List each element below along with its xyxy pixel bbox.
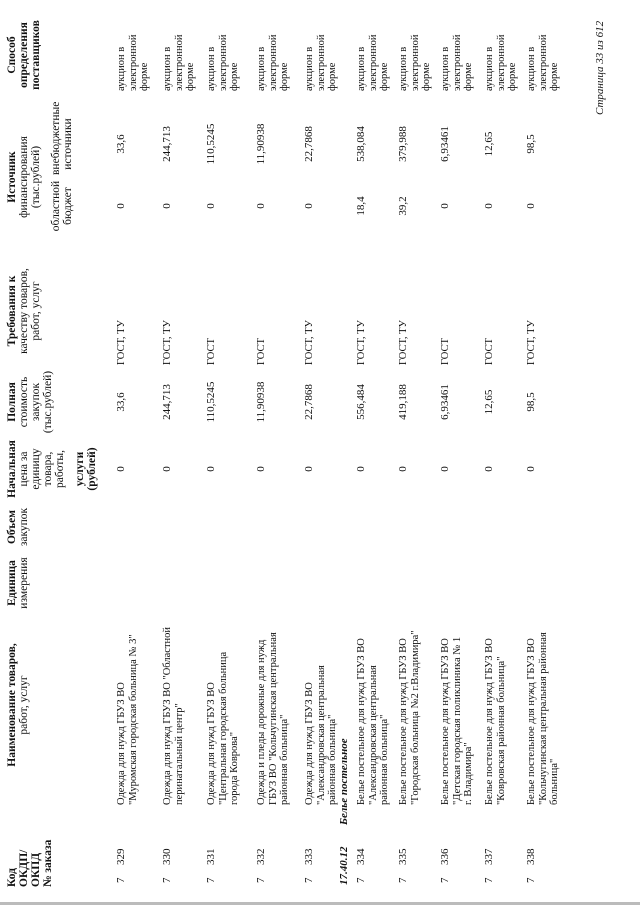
header-req-line: качеству товаров,: [18, 268, 30, 354]
row-requirements: ГОСТ: [256, 338, 267, 365]
row-order-no: 329: [115, 848, 127, 865]
row-method-line: форме: [507, 62, 518, 91]
row-requirements: ГОСТ, ТУ: [398, 320, 409, 365]
header-unit-sub: измерения: [18, 557, 30, 609]
header-req-line: работ, услуг: [30, 281, 42, 341]
header-kod: Код: [6, 867, 18, 887]
row-extrabudgetary: 6,93461: [439, 126, 451, 162]
header-src-col2: внебюджетные источники: [50, 101, 74, 175]
row-name-line: Белье постельное для нужд ГБУЗ ВО: [398, 638, 409, 805]
row-extrabudgetary: 538,084: [355, 126, 367, 162]
row-requirements: ГОСТ, ТУ: [526, 320, 537, 365]
header-req-title: Требования к: [6, 275, 18, 347]
row-unit-price: 0: [397, 466, 409, 472]
row-name-line: города Коврова": [229, 731, 240, 805]
row-name-line: "Детская городская поликлиника № 1: [451, 636, 463, 805]
row-regional-budget: 0: [483, 203, 495, 209]
row-order-no: 330: [161, 848, 173, 865]
header-src-col1: областной бюджет: [50, 180, 74, 232]
row-code: 7: [397, 877, 409, 883]
row-extrabudgetary: 33,6: [115, 134, 127, 154]
row-method-line: электронной: [537, 34, 549, 91]
row-code: 7: [255, 877, 267, 883]
header-price-line: товара,: [42, 451, 54, 487]
header-unit-title: Единица: [6, 560, 18, 606]
row-order-no: 336: [439, 848, 451, 865]
row-name-line: районная больница": [327, 714, 338, 805]
header-price-line: работы,: [54, 450, 66, 488]
row-extrabudgetary: 98,5: [525, 134, 537, 154]
row-name-line: больница": [549, 758, 560, 805]
row-requirements: ГОСТ, ТУ: [162, 320, 173, 365]
row-method-line: аукцион в: [398, 46, 409, 91]
row-regional-budget: 0: [525, 203, 537, 209]
row-unit-price: 0: [161, 466, 173, 472]
row-name-line: "Городская больница №2 г.Владимира": [409, 630, 421, 805]
row-extrabudgetary: 11,90938: [255, 123, 267, 165]
header-vol-sub: закупок: [18, 507, 30, 547]
header-price-line: цена за: [18, 451, 30, 487]
row-requirements: ГОСТ, ТУ: [116, 320, 127, 365]
header-price-line: единицу: [30, 448, 42, 490]
row-code: 7: [303, 877, 315, 883]
row-method-line: аукцион в: [440, 46, 451, 91]
row-order-no: 335: [397, 848, 409, 865]
row-name-line: Одежда для нужд ГБУЗ ВО: [304, 682, 315, 805]
row-method-line: электронной: [315, 34, 327, 91]
row-name-line: Белье постельное для нужд ГБУЗ ВО: [484, 638, 495, 805]
row-order-no: 334: [355, 848, 367, 865]
header-src-line: финансирования: [18, 136, 30, 218]
row-name-line: Одежда для нужд ГБУЗ ВО "Областной: [162, 626, 173, 805]
row-name-line: перинатальный центр": [173, 703, 185, 805]
row-total-cost: 556,484: [355, 384, 367, 420]
row-unit-price: 0: [483, 466, 495, 472]
row-code: 7: [161, 877, 173, 883]
row-name-line: районная больница": [279, 714, 290, 805]
row-name-line: Белье постельное для нужд ГБУЗ ВО: [526, 638, 537, 805]
row-regional-budget: 0: [161, 203, 173, 209]
header-src-title: Источник: [6, 151, 18, 203]
row-total-cost: 6,93461: [439, 384, 451, 420]
row-order-no: 338: [525, 848, 537, 865]
row-name-line: Белье постельное для нужд ГБУЗ ВО: [356, 638, 367, 805]
row-method-line: аукцион в: [484, 46, 495, 91]
row-unit-price: 0: [205, 466, 217, 472]
header-cost-line: стоимость: [18, 376, 30, 428]
row-method-line: аукцион в: [162, 46, 173, 91]
row-unit-price: 0: [255, 466, 267, 472]
header-name-sub: работ, услуг: [18, 675, 30, 735]
row-requirements: ГОСТ, ТУ: [356, 320, 367, 365]
row-method-line: электронной: [267, 34, 279, 91]
row-name-line: Белье постельное для нужд ГБУЗ ВО: [440, 638, 451, 805]
row-name-line: "Александровская центральная: [367, 665, 379, 805]
row-method-line: электронной: [409, 34, 421, 91]
row-method-line: форме: [279, 62, 290, 91]
row-extrabudgetary: 12,65: [483, 131, 495, 157]
section-title: Белье постельное: [338, 738, 350, 825]
row-name-line: Одежда для нужд ГБУЗ ВО: [116, 682, 127, 805]
row-method-line: аукцион в: [116, 46, 127, 91]
header-cost-line: (тыс.рублей): [42, 370, 54, 434]
row-total-cost: 33,6: [115, 392, 127, 412]
row-method-line: форме: [327, 62, 338, 91]
row-regional-budget: 0: [115, 203, 127, 209]
header-price-line: (рублей): [86, 447, 98, 491]
row-regional-budget: 0: [255, 203, 267, 209]
row-name-line: "Центральная городская больница: [217, 651, 229, 805]
row-method-line: аукцион в: [206, 46, 217, 91]
row-method-line: аукцион в: [526, 46, 537, 91]
row-unit-price: 0: [525, 466, 537, 472]
row-order-no: 337: [483, 848, 495, 865]
row-requirements: ГОСТ: [206, 338, 217, 365]
row-name-line: "Кольчугинская центральная районная: [537, 632, 549, 805]
row-code: 7: [525, 877, 537, 883]
row-method-line: аукцион в: [304, 46, 315, 91]
row-method-line: электронной: [495, 34, 507, 91]
header-okdp: ОКДП/: [18, 849, 30, 887]
row-name-line: Одежда для нужд ГБУЗ ВО: [206, 682, 217, 805]
row-order-no: 331: [205, 848, 217, 865]
row-regional-budget: 18,4: [355, 196, 367, 216]
row-method-line: электронной: [127, 34, 139, 91]
row-name-line: ГБУЗ ВО "Кольчугинская центральная: [267, 632, 279, 805]
section-code: 17.40.12: [338, 846, 350, 885]
row-method-line: форме: [421, 62, 432, 91]
row-regional-budget: 0: [303, 203, 315, 209]
header-price-line: услуги: [74, 451, 86, 487]
row-name-line: "Муромская городская больница № 3": [127, 634, 139, 805]
header-method-title: Способ: [6, 36, 18, 74]
row-total-cost: 244,713: [161, 384, 173, 420]
row-regional-budget: 0: [205, 203, 217, 209]
header-method-line: определения: [18, 22, 30, 88]
row-name-line: г. Владимира": [463, 742, 474, 805]
row-method-line: электронной: [367, 34, 379, 91]
row-unit-price: 0: [303, 466, 315, 472]
row-name-line: "Ковровская районная больница": [495, 656, 507, 805]
row-unit-price: 0: [439, 466, 451, 472]
row-extrabudgetary: 379,988: [397, 126, 409, 162]
row-code: 7: [483, 877, 495, 883]
row-extrabudgetary: 110,5245: [205, 123, 217, 165]
row-total-cost: 98,5: [525, 392, 537, 412]
row-method-line: электронной: [451, 34, 463, 91]
row-method-line: форме: [379, 62, 390, 91]
row-requirements: ГОСТ: [484, 338, 495, 365]
row-unit-price: 0: [115, 466, 127, 472]
row-total-cost: 22,7868: [303, 384, 315, 420]
header-okpd: ОКПД: [30, 852, 42, 887]
row-method-line: форме: [549, 62, 560, 91]
row-regional-budget: 0: [439, 203, 451, 209]
row-total-cost: 419,188: [397, 384, 409, 420]
row-extrabudgetary: 22,7868: [303, 126, 315, 162]
header-method-line: поставщиков: [30, 20, 42, 90]
row-method-line: аукцион в: [256, 46, 267, 91]
row-method-line: форме: [229, 62, 240, 91]
row-extrabudgetary: 244,713: [161, 126, 173, 162]
row-requirements: ГОСТ: [440, 338, 451, 365]
row-method-line: форме: [463, 62, 474, 91]
header-price-title: Начальная: [6, 440, 18, 498]
row-regional-budget: 39,2: [397, 196, 409, 216]
header-order-no: № заказа: [42, 839, 54, 887]
row-method-line: электронной: [173, 34, 185, 91]
row-unit-price: 0: [355, 466, 367, 472]
row-name-line: "Александровская центральная: [315, 665, 327, 805]
row-name-line: районная больница": [379, 714, 390, 805]
row-order-no: 332: [255, 848, 267, 865]
row-method-line: форме: [185, 62, 196, 91]
row-name-line: Одежда и пледы дорожные для нужд: [256, 639, 267, 805]
row-method-line: форме: [139, 62, 150, 91]
page-footer: Страница 33 из 612: [594, 20, 606, 115]
row-total-cost: 12,65: [483, 389, 495, 415]
row-code: 7: [355, 877, 367, 883]
header-vol-title: Объем: [6, 509, 18, 545]
row-code: 7: [115, 877, 127, 883]
row-order-no: 333: [303, 848, 315, 865]
row-code: 7: [439, 877, 451, 883]
header-name-title: Наименование товаров,: [6, 643, 18, 767]
row-code: 7: [205, 877, 217, 883]
header-cost-line: закупок: [30, 382, 42, 422]
header-cost-title: Полная: [6, 382, 18, 422]
row-method-line: электронной: [217, 34, 229, 91]
row-requirements: ГОСТ, ТУ: [304, 320, 315, 365]
row-total-cost: 110,5245: [205, 381, 217, 423]
row-method-line: аукцион в: [356, 46, 367, 91]
header-src-line: (тыс.рублей): [30, 145, 42, 209]
row-total-cost: 11,90938: [255, 381, 267, 423]
